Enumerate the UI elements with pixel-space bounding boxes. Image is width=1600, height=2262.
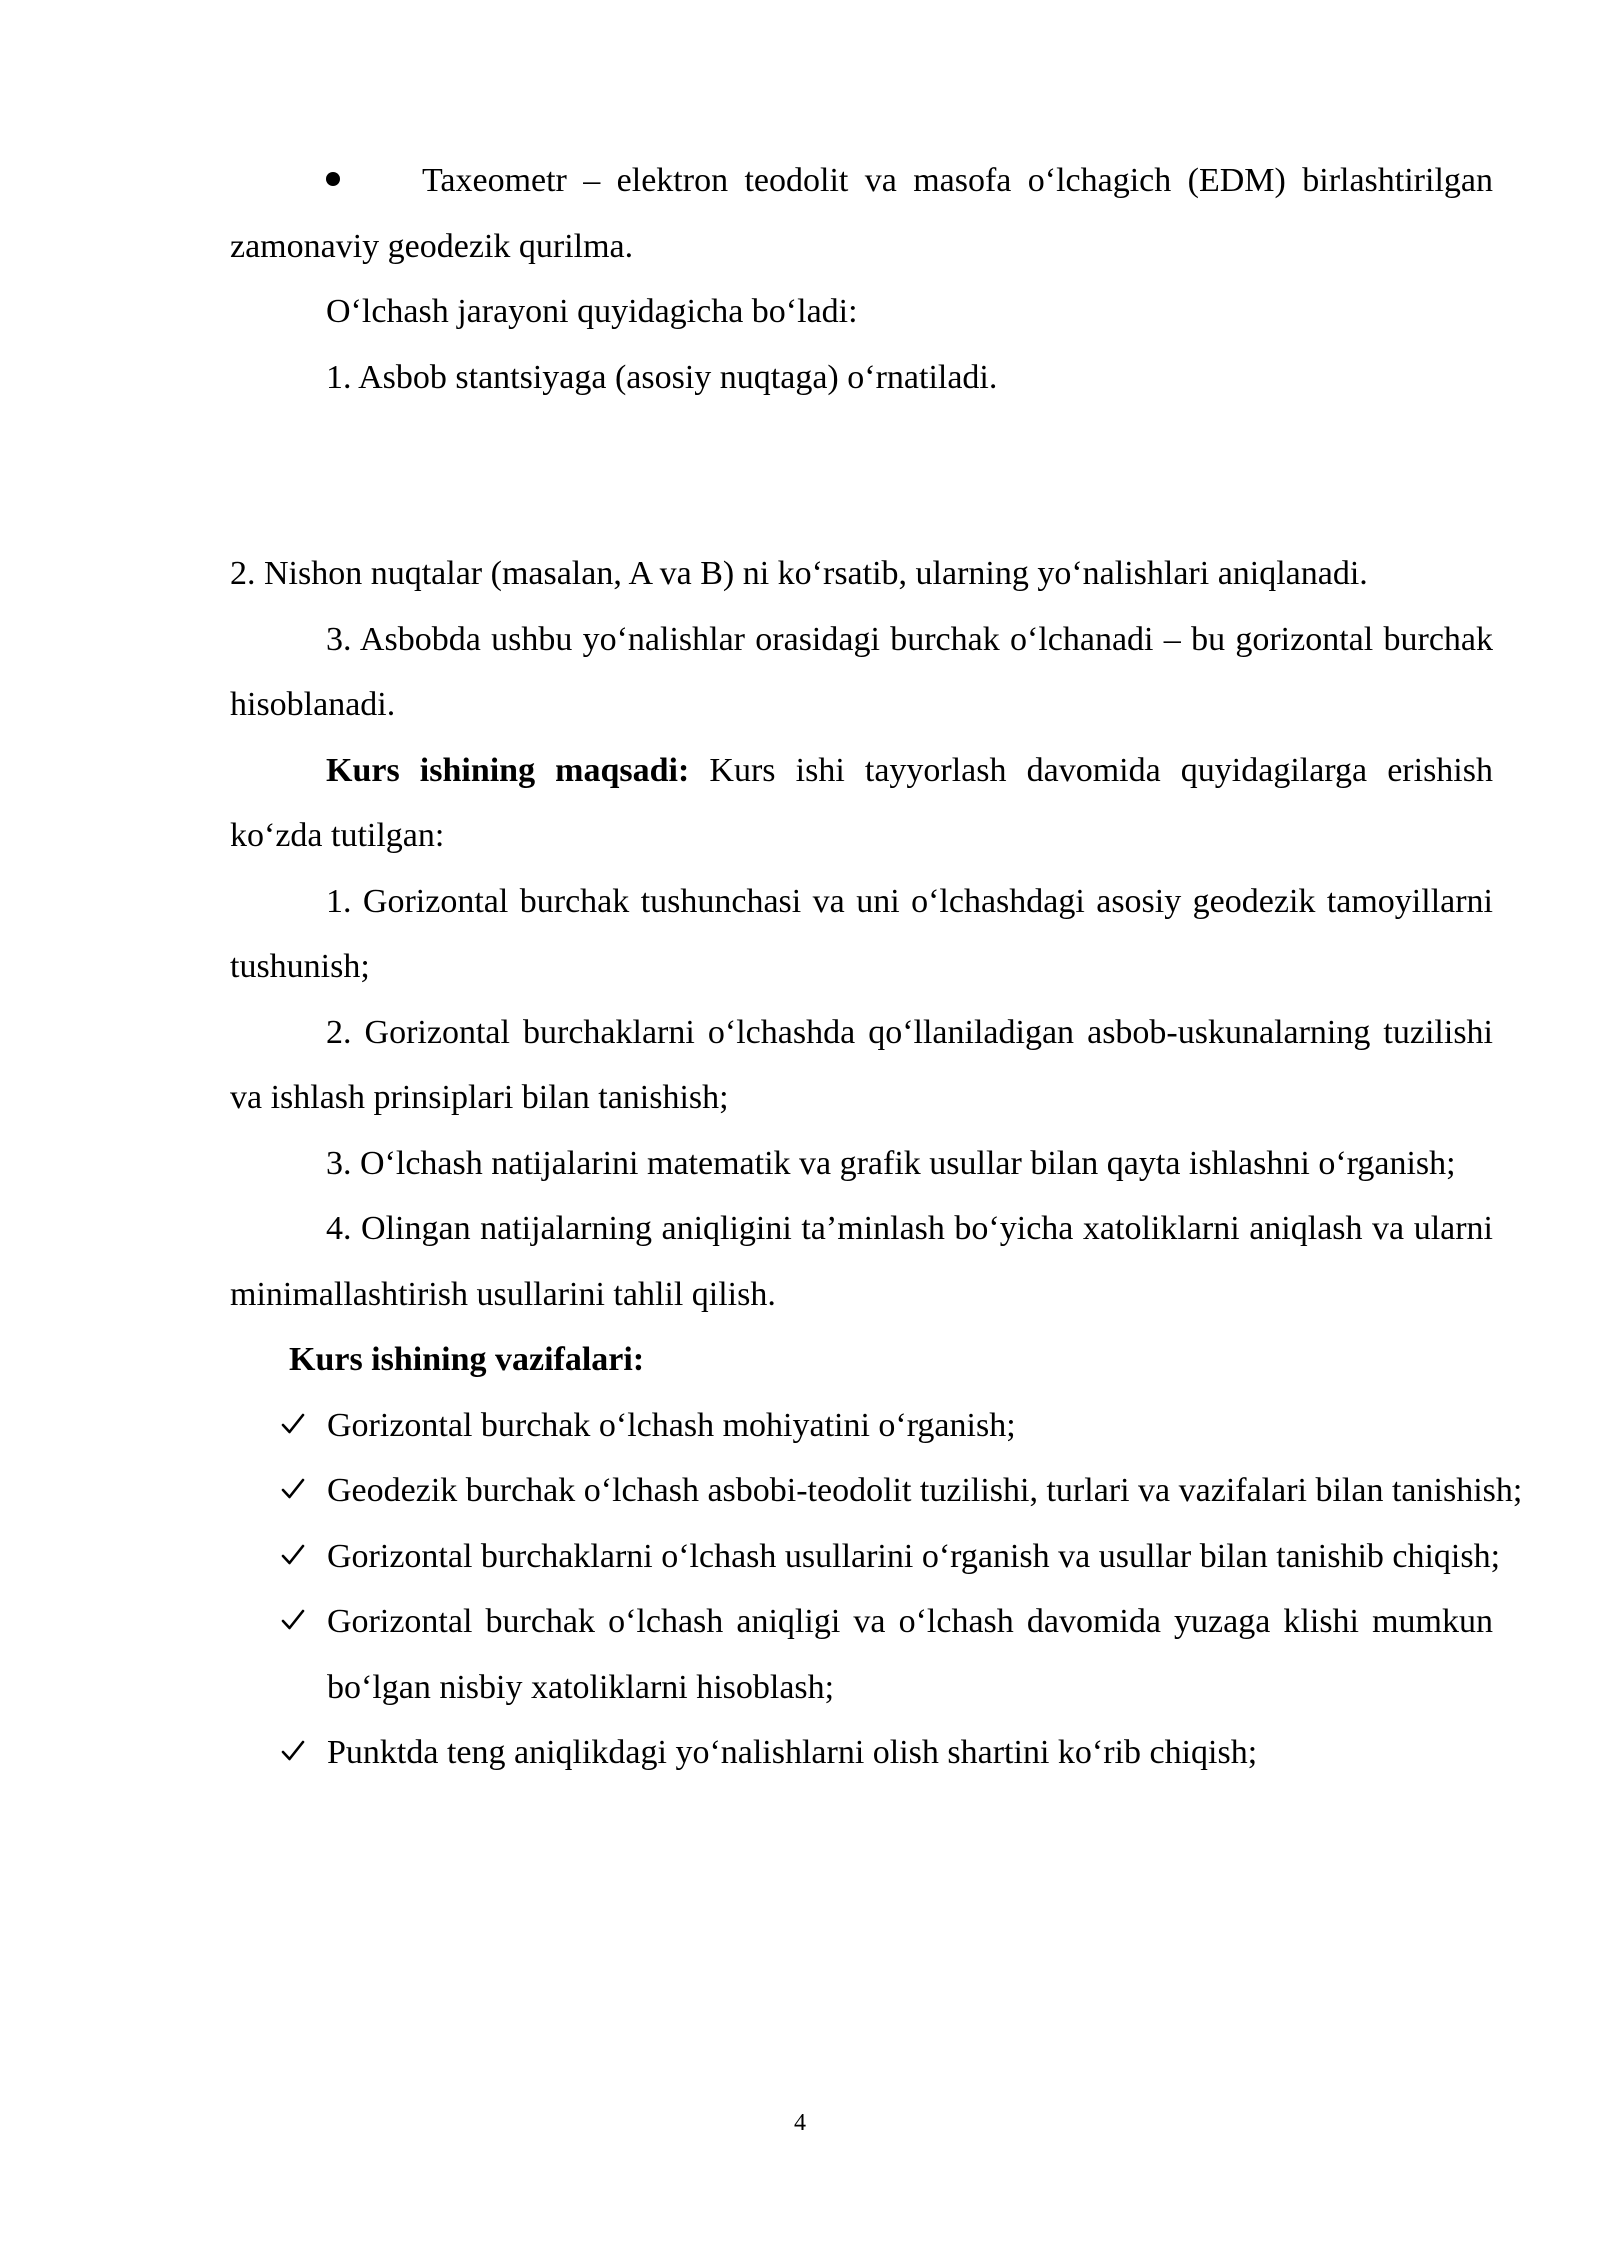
bullet-paragraph (230, 148, 1493, 279)
tasks-heading: Kurs ishining vazifalari: (289, 1341, 645, 1378)
goal-paragraph (230, 738, 1493, 869)
checkmark-icon (281, 1393, 315, 1435)
process-intro: O‘lchash jarayoni quyidagicha bo‘ladi: (326, 293, 858, 330)
checkmark-icon (281, 1524, 315, 1566)
goal-item-2: 2. Gorizontal burchaklarni o‘lchashda qo‘llaniladigan asbob-uskunalarning tuzilishi va ishlash prinsiplari bilan tanishish; (230, 1013, 1493, 1116)
goal-item-4: 4. Olingan natijalarning aniqligini ta’minlash bo‘yicha xatoliklarni aniqlash va ularni minimallashtirish usullarini tahlil qilish. (230, 1210, 1493, 1313)
page-number: 4 (794, 2110, 806, 2136)
task-text: Gorizontal burchaklarni o‘lchash usullarini o‘rganish va usullar bilan tanishib chiqish; (327, 1537, 1501, 1575)
checkmark-icon (281, 1458, 315, 1500)
task-text: Geodezik burchak o‘lchash asbobi-teodolit tuzilishi, turlari va vazifalari bilan tanishish; (327, 1472, 1523, 1509)
goal-item-1: 1. Gorizontal burchak tushunchasi va uni o‘lchashdagi asosiy geodezik tamoyillarni tushunish; (230, 882, 1493, 985)
goal-text: Kurs ishi tayyorlash davomida quyidagilarga erishish ko‘zda tutilgan: (230, 751, 1493, 854)
task-item (230, 1720, 1493, 1786)
bullet-dot-icon (326, 172, 340, 186)
vertical-gap (230, 410, 1493, 541)
checkmark-icon (281, 1589, 315, 1631)
tasks-list (230, 1393, 1523, 1786)
task-text: Gorizontal burchak o‘lchash aniqligi va o‘lchash davomida yuzaga klishi mumkun bo‘lgan nisbiy xatoliklarni hisoblash; (327, 1603, 1493, 1706)
task-item (230, 1589, 1493, 1720)
step-1: 1. Asbob stantsiyaga (asosiy nuqtaga) o‘rnatiladi. (326, 358, 998, 396)
step-2: 2. Nishon nuqtalar (masalan, A va B) ni ko‘rsatib, ularning yo‘nalishlari aniqlanadi. (230, 555, 1368, 592)
bullet-text: Taxeometr – elektron teodolit va masofa o‘lchagich (EDM) birlashtirilgan zamonaviy geodezik qurilma. (230, 162, 1493, 265)
step-3: 3. Asbobda ushbu yo‘nalishlar orasidagi burchak o‘lchanadi – bu gorizontal burchak hisoblanadi. (230, 620, 1493, 723)
goal-label: Kurs ishining maqsadi: (326, 751, 690, 789)
task-text: Punktda teng aniqlikdagi yo‘nalishlarni olish shartini ko‘rib chiqish; (327, 1734, 1258, 1771)
task-text: Gorizontal burchak o‘lchash mohiyatini o‘rganish; (327, 1406, 1016, 1444)
page-body (230, 148, 1523, 1786)
goal-item-3: 3. O‘lchash natijalarini matematik va grafik usullar bilan qayta ishlashni o‘rganish; (326, 1144, 1456, 1182)
checkmark-icon (281, 1720, 315, 1762)
task-item (230, 1524, 1600, 1590)
task-item (230, 1458, 1600, 1524)
task-item (230, 1393, 1493, 1459)
